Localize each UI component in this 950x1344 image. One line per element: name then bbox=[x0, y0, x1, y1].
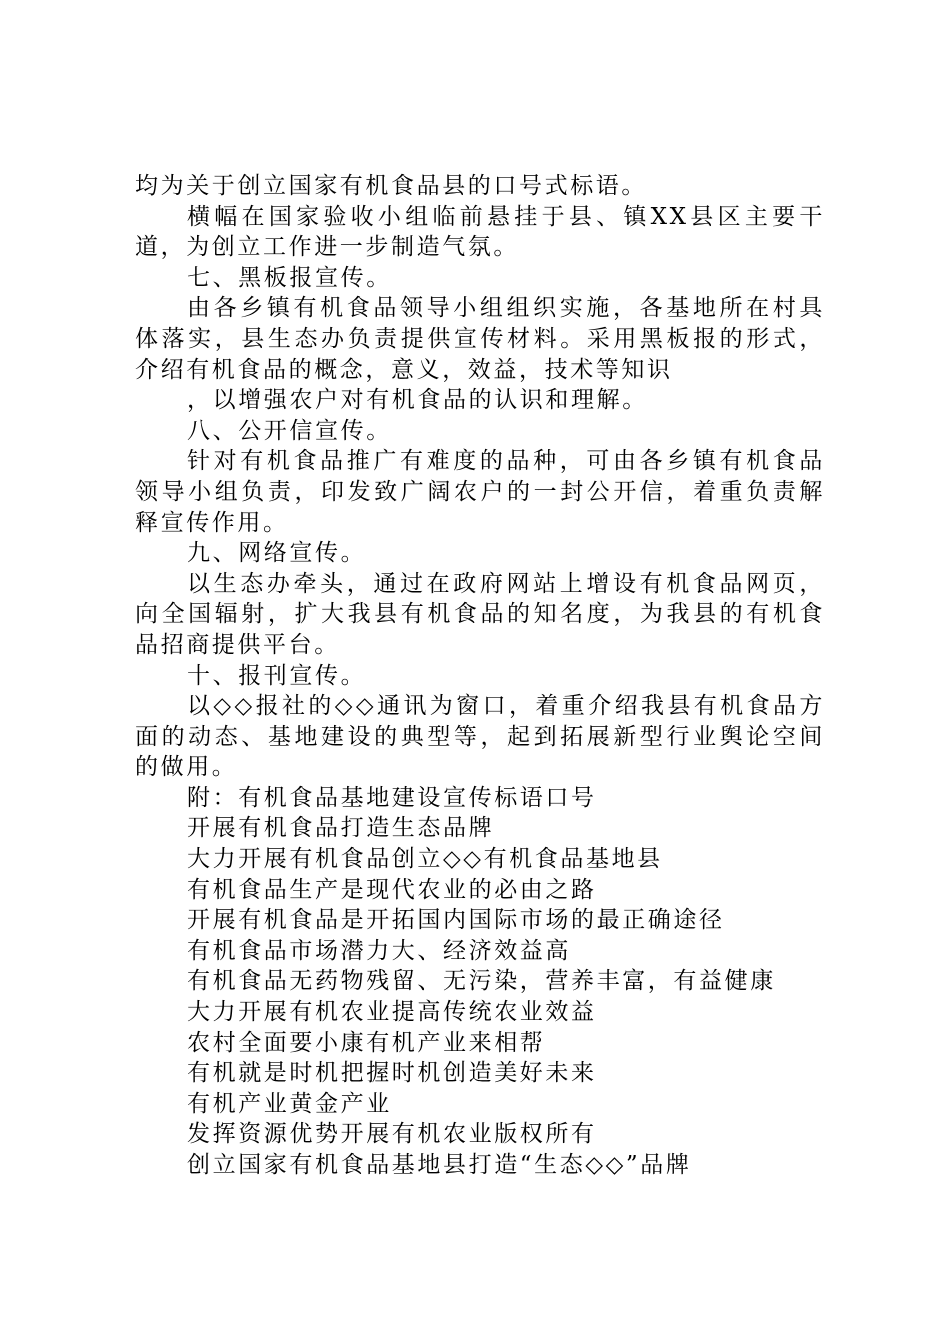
section-heading: 十、报刊宣传。 bbox=[187, 662, 367, 689]
section-heading: 九、网络宣传。 bbox=[187, 540, 367, 567]
paragraph: 针对有机食品推广有难度的品种，可由各乡镇有机食品领导小组负责，印发致广阔农户的一封公开信，着重负责解释宣传作用。 bbox=[135, 448, 825, 536]
paragraph: 以◇◇报社的◇◇通讯为窗口，着重介绍我县有机食品方面的动态、基地建设的典型等，起到拓展新型行业舆论空间的做用。 bbox=[135, 693, 825, 781]
slogan-item: 有机食品无药物残留、无污染，营养丰富，有益健康 bbox=[187, 968, 776, 995]
slogan-item: 开展有机食品是开拓国内国际市场的最正确途径 bbox=[187, 907, 725, 934]
slogan-item: 农村全面要小康有机产业来相帮 bbox=[187, 1029, 546, 1056]
paragraph: 以生态办牵头，通过在政府网站上增设有机食品网页，向全国辐射，扩大我县有机食品的知名度，为我县的有机食品招商提供平台。 bbox=[135, 570, 825, 658]
document-body bbox=[135, 171, 825, 1181]
slogan-item: 开展有机食品打造生态品牌 bbox=[187, 815, 495, 842]
slogan-item: 大力开展有机食品创立◇◇有机食品基地县 bbox=[187, 846, 663, 873]
paragraph: ，以增强农户对有机食品的认识和理解。 bbox=[187, 387, 648, 414]
slogan-item: 有机产业黄金产业 bbox=[187, 1090, 392, 1117]
section-heading: 八、公开信宣传。 bbox=[187, 417, 392, 444]
appendix-title: 附：有机食品基地建设宣传标语口号 bbox=[187, 784, 597, 811]
paragraph: 由各乡镇有机食品领导小组组织实施，各基地所在村具体落实，县生态办负责提供宣传材料。采用黑板报的形式，介绍有机食品的概念，意义，效益，技术等知识 bbox=[135, 295, 825, 383]
slogan-item: 大力开展有机农业提高传统农业效益 bbox=[187, 999, 597, 1026]
slogan-list bbox=[135, 813, 825, 1180]
paragraph: 横幅在国家验收小组临前悬挂于县、镇XX县区主要干道，为创立工作进一步制造气氛。 bbox=[135, 203, 825, 261]
slogan-item: 发挥资源优势开展有机农业版权所有 bbox=[187, 1121, 597, 1148]
slogan-item: 有机就是时机把握时机创造美好未来 bbox=[187, 1060, 597, 1087]
slogan-item: 创立国家有机食品基地县打造“生态◇◇”品牌 bbox=[187, 1152, 692, 1178]
paragraph: 均为关于创立国家有机食品县的口号式标语。 bbox=[135, 173, 647, 199]
section-heading: 七、黑板报宣传。 bbox=[187, 264, 392, 291]
slogan-item: 有机食品生产是现代农业的必由之路 bbox=[187, 876, 597, 903]
slogan-item: 有机食品市场潜力大、经济效益高 bbox=[187, 937, 571, 964]
